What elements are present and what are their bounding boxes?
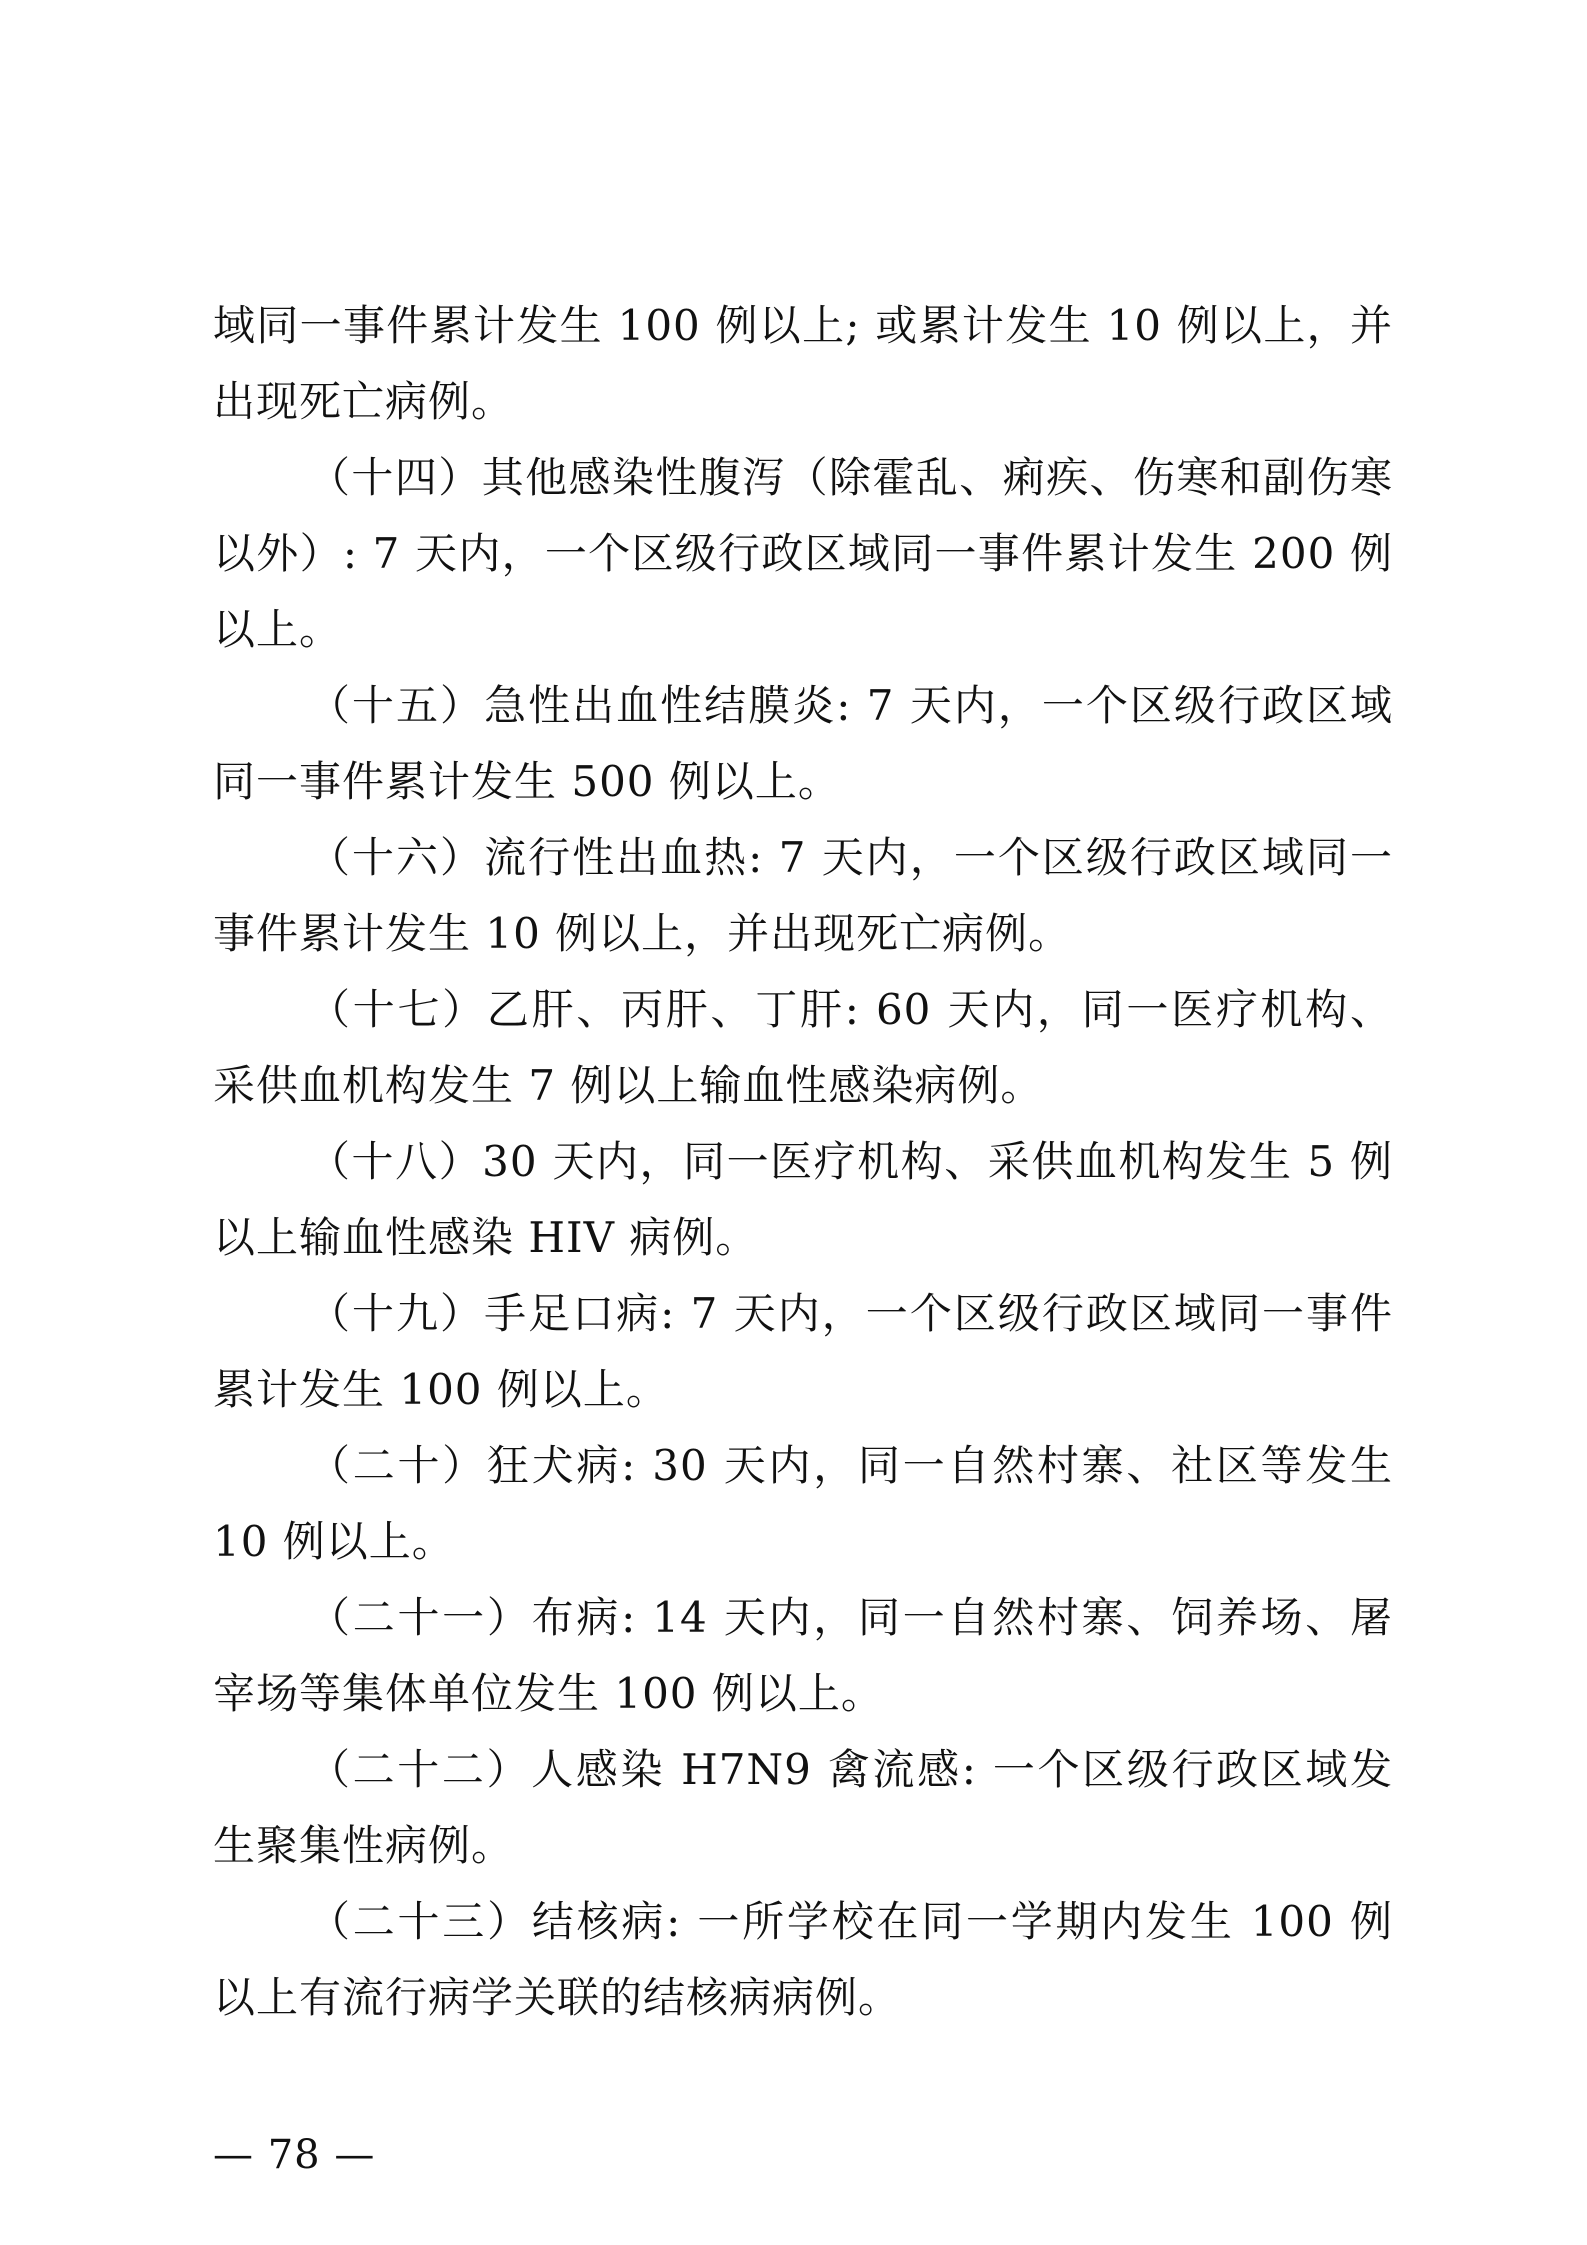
paragraph-item-19: （十九）手足口病: 7 天内，一个区级行政区域同一事件累计发生 100 例以上。	[213, 1289, 1393, 1414]
paragraph-item-14: （十四）其他感染性腹泻（除霍乱、痢疾、伤寒和副伤寒以外）: 7 天内，一个区级行政区域同一事件累计发生 200 例以上。	[213, 453, 1393, 654]
paragraph-item-16: （十六）流行性出血热: 7 天内，一个区级行政区域同一事件累计发生 10 例以上，并出现死亡病例。	[213, 833, 1393, 958]
paragraph-item-20: （二十）狂犬病: 30 天内，同一自然村寨、社区等发生 10 例以上。	[213, 1441, 1393, 1566]
paragraph-continuation: 域同一事件累计发生 100 例以上; 或累计发生 10 例以上，并出现死亡病例。	[213, 301, 1393, 426]
paragraph-item-23: （二十三）结核病: 一所学校在同一学期内发生 100 例以上有流行病学关联的结核病病例。	[213, 1897, 1393, 2022]
paragraph-item-22: （二十二）人感染 H7N9 禽流感: 一个区级行政区域发生聚集性病例。	[213, 1745, 1393, 1870]
paragraph-item-17: （十七）乙肝、丙肝、丁肝: 60 天内，同一医疗机构、采供血机构发生 7 例以上输血性感染病例。	[213, 985, 1393, 1110]
paragraph-item-18: （十八）30 天内，同一医疗机构、采供血机构发生 5 例以上输血性感染 HIV 病例。	[213, 1137, 1393, 1262]
paragraph-item-21: （二十一）布病: 14 天内，同一自然村寨、饲养场、屠宰场等集体单位发生 100 例以上。	[213, 1593, 1393, 1718]
paragraph-item-15: （十五）急性出血性结膜炎: 7 天内，一个区级行政区域同一事件累计发生 500 例以上。	[213, 681, 1393, 806]
document-body	[213, 288, 1393, 2036]
page-number: — 78 —	[213, 2132, 376, 2178]
